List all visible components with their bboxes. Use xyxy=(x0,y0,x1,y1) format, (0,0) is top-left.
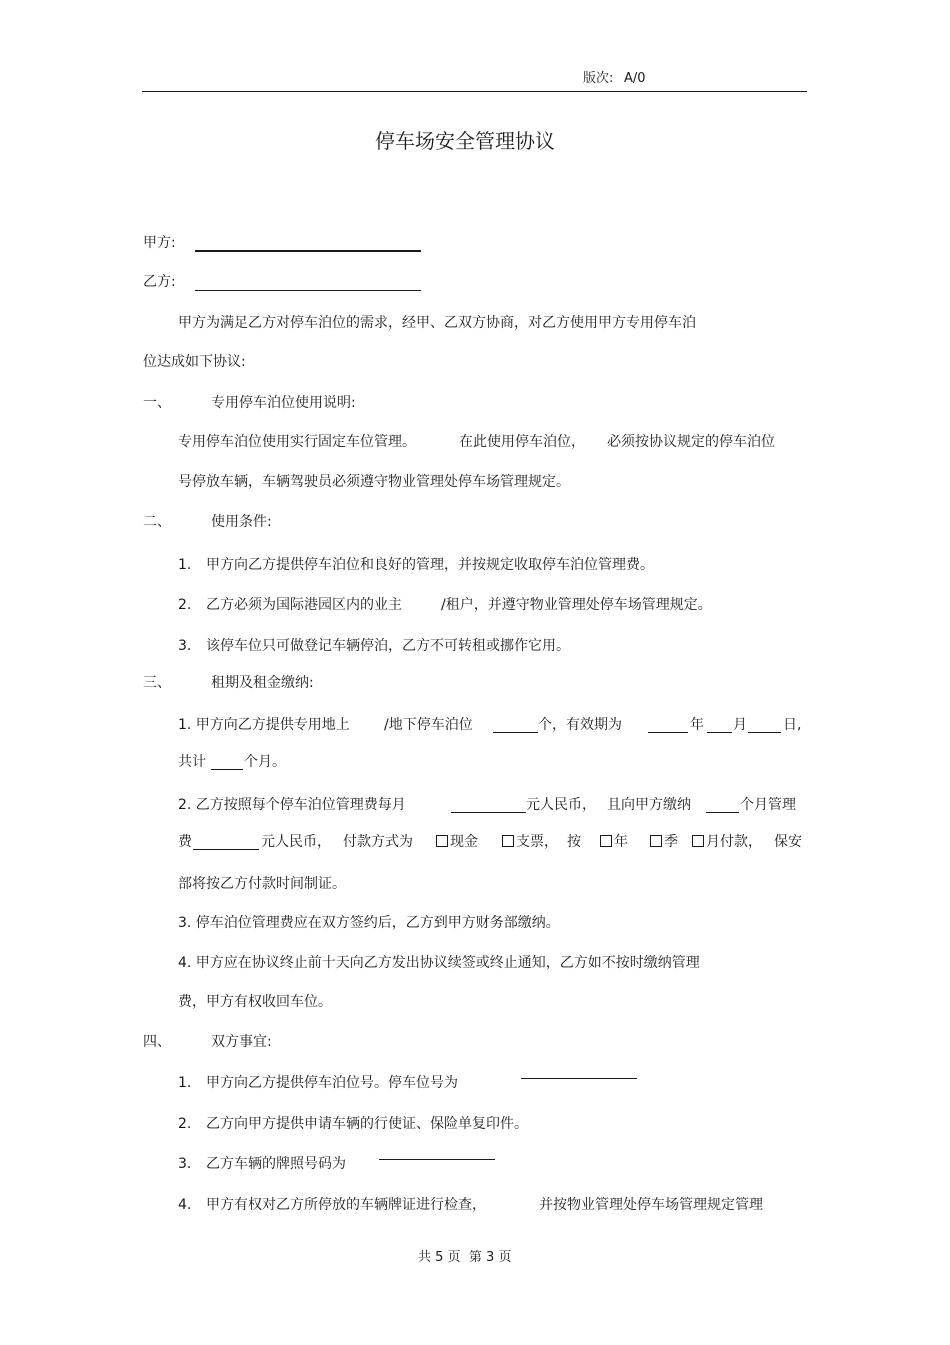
s3-item-1-b: /地下停车泊位 xyxy=(384,717,473,733)
party-b-blank xyxy=(195,290,421,291)
section-2-item-2-text-b: /租户，并遵守物业管理处停车场管理规定。 xyxy=(441,597,712,613)
section-2-item-1-num: 1. xyxy=(178,557,192,573)
section-2-item-2-num: 2. xyxy=(178,597,192,613)
section-2-item-2-text: 乙方必须为国际港园区内的业主 xyxy=(206,597,402,613)
parking-number-blank xyxy=(521,1078,637,1079)
party-a-label: 甲方: xyxy=(143,235,176,251)
footer-current-label: 第 xyxy=(468,1250,482,1265)
party-b-label: 乙方: xyxy=(143,274,176,290)
page-footer xyxy=(418,1250,511,1266)
checkbox-season-label: 季 xyxy=(664,834,678,850)
intro-line-2: 位达成如下协议: xyxy=(143,354,246,370)
page-title: 停车场安全管理协议 xyxy=(375,129,555,153)
version-value: A/0 xyxy=(624,71,646,86)
section-4-item-1-num: 1. xyxy=(178,1075,192,1091)
s3-item-1-month-blank xyxy=(707,732,732,733)
checkbox-cheque-box[interactable] xyxy=(502,835,514,847)
section-1-para-2: 号停放车辆，车辆驾驶员必须遵守物业管理处停车场管理规定。 xyxy=(178,474,570,490)
s3-item-2-g: 付款方式为 xyxy=(343,834,413,850)
intro-line-1: 甲方为满足乙方对停车泊位的需求，经甲、乙双方协商，对乙方使用甲方专用停车泊 xyxy=(178,315,696,331)
section-1-para-1b: 在此使用停车泊位， xyxy=(459,434,585,450)
checkbox-month-box[interactable] xyxy=(692,835,704,847)
s3-item-1-e: 月 xyxy=(733,717,747,733)
checkbox-cheque-label: 支票， xyxy=(516,834,558,850)
header-rule xyxy=(142,91,807,92)
section-4-item-4-text: 甲方有权对乙方所停放的车辆牌证进行检查， xyxy=(206,1197,486,1213)
s3-item-2-h: 保安 xyxy=(774,834,802,850)
footer-page-word-2: 页 xyxy=(498,1250,512,1265)
footer-total-label: 共 xyxy=(418,1250,432,1265)
s3-item-2-f: 元人民币， xyxy=(261,834,331,850)
s3-item-2-i: 部将按乙方付款时间制证。 xyxy=(178,876,346,892)
section-1-heading: 专用停车泊位使用说明: xyxy=(211,395,356,411)
section-4-item-2-text: 乙方向甲方提供申请车辆的行使证、保险单复印件。 xyxy=(206,1116,528,1132)
s3-item-2-by: 按 xyxy=(567,834,581,850)
s3-item-2-fee-blank xyxy=(451,812,526,813)
s3-item-1-h: 个月。 xyxy=(244,754,286,770)
checkbox-cheque[interactable] xyxy=(502,833,558,851)
section-1-number: 一、 xyxy=(143,395,171,411)
s3-item-1-day-blank xyxy=(748,732,781,733)
checkbox-month-label: 月付款， xyxy=(706,834,762,850)
s3-item-1-months-blank xyxy=(211,769,243,770)
section-4-item-2-num: 2. xyxy=(178,1116,192,1132)
s3-item-2-d: 个月管理 xyxy=(740,797,796,813)
s3-item-2-e: 费 xyxy=(178,834,192,850)
s3-item-1-g: 共计 xyxy=(178,754,206,770)
section-4-item-3-text: 乙方车辆的牌照号码为 xyxy=(206,1156,346,1172)
s3-item-2-b: 元人民币， xyxy=(526,797,596,813)
section-4-heading: 双方事宜: xyxy=(211,1034,272,1050)
s3-item-1-year-blank xyxy=(648,732,688,733)
section-2-item-1-text: 甲方向乙方提供停车泊位和良好的管理，并按规定收取停车泊位管理费。 xyxy=(206,557,654,573)
checkbox-season-box[interactable] xyxy=(650,835,662,847)
footer-page-word: 页 xyxy=(447,1250,461,1265)
s3-item-3: 3. 停车泊位管理费应在双方签约后，乙方到甲方财务部缴纳。 xyxy=(178,915,560,931)
checkbox-cash[interactable] xyxy=(436,833,478,851)
section-4-item-4-text-b: 并按物业管理处停车场管理规定管理 xyxy=(539,1197,763,1213)
checkbox-year-label: 年 xyxy=(614,834,628,850)
version-label: 版次: xyxy=(583,71,614,86)
s3-item-1-c: 个，有效期为 xyxy=(538,717,622,733)
section-4-item-1-text: 甲方向乙方提供停车泊位号。停车位号为 xyxy=(206,1075,458,1091)
checkbox-year-box[interactable] xyxy=(600,835,612,847)
s3-item-4-line-1: 4. 甲方应在协议终止前十天向乙方发出协议续签或终止通知，乙方如不按时缴纳管理 xyxy=(178,955,700,971)
section-4-number: 四、 xyxy=(143,1034,171,1050)
s3-item-2-c: 且向甲方缴纳 xyxy=(607,797,691,813)
footer-total-pages: 5 xyxy=(435,1250,444,1265)
section-2-number: 二、 xyxy=(143,514,171,530)
section-4-item-3-num: 3. xyxy=(178,1156,192,1172)
checkbox-cash-box[interactable] xyxy=(436,835,448,847)
section-2-item-3-num: 3. xyxy=(178,638,192,654)
checkbox-month[interactable] xyxy=(692,833,762,851)
footer-current-page: 3 xyxy=(486,1250,495,1265)
s3-item-1-d: 年 xyxy=(690,717,704,733)
s3-item-4-line-2: 费，甲方有权收回车位。 xyxy=(178,994,332,1010)
section-3-heading: 租期及租金缴纳: xyxy=(211,675,314,691)
checkbox-year[interactable] xyxy=(600,833,628,851)
s3-item-1-f: 日, xyxy=(783,717,802,733)
section-2-heading: 使用条件: xyxy=(211,514,272,530)
section-1-para-1c: 必须按协议规定的停车泊位 xyxy=(607,434,775,450)
section-1-para-1a: 专用停车泊位使用实行固定车位管理。 xyxy=(178,434,416,450)
party-a-blank xyxy=(195,250,421,252)
license-plate-blank xyxy=(379,1159,495,1160)
s3-item-2-months-blank xyxy=(706,812,739,813)
s3-item-2-a: 2. 乙方按照每个停车泊位管理费每月 xyxy=(178,797,406,813)
section-2-item-3-text: 该停车位只可做登记车辆停泊，乙方不可转租或挪作它用。 xyxy=(206,638,570,654)
section-4-item-4-num: 4. xyxy=(178,1197,192,1213)
s3-item-2-total-blank xyxy=(193,849,259,850)
section-3-number: 三、 xyxy=(143,675,171,691)
checkbox-cash-label: 现金 xyxy=(450,834,478,850)
s3-item-1-count-blank xyxy=(493,732,538,733)
s3-item-1-a: 1. 甲方向乙方提供专用地上 xyxy=(178,717,350,733)
checkbox-season[interactable] xyxy=(650,833,678,851)
